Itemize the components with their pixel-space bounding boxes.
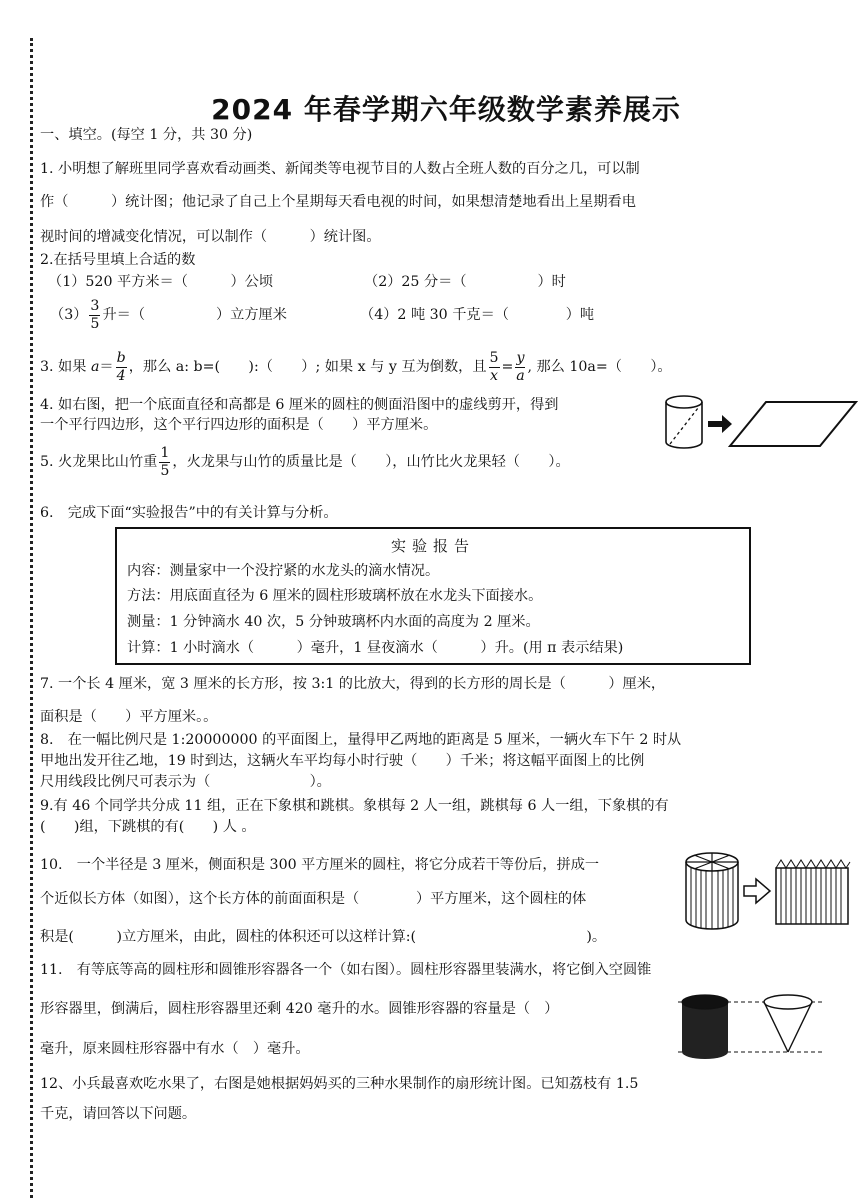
q2-item-3-text: 升＝（ ）立方厘米 bbox=[102, 307, 287, 323]
q4-line-1: 4. 如右图，把一个底面直径和高都是 6 厘米的圆柱的侧面沿图中的虚线剪开，得到 bbox=[40, 397, 559, 413]
q4-line-2: 一个平行四边形，这个平行四边形的面积是（ ）平方厘米。 bbox=[40, 417, 438, 433]
q9-line-2: ( )组，下跳棋的有( ) 人 。 bbox=[40, 819, 256, 835]
q8-line-1: 8. 在一幅比例尺是 1:20000000 的平面图上，量得甲乙两地的距离是 5 厘米，一辆火车下午 2 时从 bbox=[40, 732, 682, 748]
report-line-content: 内容：测量家中一个没拧紧的水龙头的滴水情况。 bbox=[127, 563, 440, 579]
q7-line-2: 面积是（ ）平方厘米。。 bbox=[40, 709, 218, 725]
fraction bbox=[515, 351, 525, 382]
q12-line-1: 12、小兵最喜欢吃水果了，右图是她根据妈妈买的三种水果制作的扇形统计图。已知荔枝有 1.5 bbox=[40, 1076, 639, 1092]
q1-line-3: 视时间的增减变化情况，可以制作（ ）统计图。 bbox=[40, 229, 381, 245]
cylinder-to-cuboid-figure bbox=[684, 850, 854, 932]
q6-line: 6. 完成下面“实验报告”中的有关计算与分析。 bbox=[40, 505, 338, 521]
q12-line-2: 千克，请回答以下问题。 bbox=[40, 1106, 197, 1122]
fraction-denominator: 5 bbox=[160, 462, 170, 479]
q10-line-2: 个近似长方体（如图），这个长方体的前面面积是（ ）平方厘米，这个圆柱的体 bbox=[40, 891, 587, 907]
report-line-calc: 计算：1 小时滴水（ ）毫升，1 昼夜滴水（ ）升。(用 π 表示结果) bbox=[127, 640, 624, 656]
fraction-numerator: 1 bbox=[160, 445, 170, 462]
page-title: 2024 年春学期六年级数学素养展示 bbox=[211, 93, 681, 126]
fraction-denominator: a bbox=[516, 367, 525, 384]
fraction-numerator: 3 bbox=[90, 298, 100, 315]
q1-line-1: 1. 小明想了解班里同学喜欢看动画类、新闻类等电视节目的人数占全班人数的百分之几，可以制 bbox=[40, 161, 640, 177]
q5-text-2: ，火龙果与山竹的质量比是（ ），山竹比火龙果轻（ ）。 bbox=[172, 454, 570, 470]
fraction bbox=[159, 446, 170, 477]
fraction-numerator: y bbox=[516, 350, 525, 367]
q2-item-4: （4）2 吨 30 千克＝（ ）吨 bbox=[360, 307, 595, 323]
cylinder-cone-figure bbox=[678, 990, 822, 1062]
q3-line bbox=[40, 347, 672, 387]
report-line-measure: 测量：1 分钟滴水 40 次，5 分钟玻璃杯内水面的高度为 2 厘米。 bbox=[127, 614, 540, 630]
q10-line-1: 10. 一个半径是 3 厘米，侧面积是 300 平方厘米的圆柱，将它分成若干等份后，拼成一 bbox=[40, 857, 600, 873]
q2-item-3 bbox=[50, 296, 287, 334]
fraction-denominator: 4 bbox=[116, 367, 126, 384]
fraction bbox=[116, 351, 127, 382]
report-line-method: 方法：用底面直径为 6 厘米的圆柱形玻璃杯放在水龙头下面接水。 bbox=[127, 588, 543, 604]
q1-line-2: 作（ ）统计图；他记录了自己上个星期每天看电视的时间，如果想清楚地看出上星期看电 bbox=[40, 194, 636, 210]
q8-line-2: 甲地出发开往乙地，19 时到达，这辆火车平均每小时行驶（ ）千米；将这幅平面图上的比例 bbox=[40, 753, 645, 769]
experiment-report-box bbox=[115, 527, 751, 665]
q9-line-1: 9.有 46 个同学共分成 11 组，正在下象棋和跳棋。象棋每 2 人一组，跳棋每 6 人一组，下象棋的有 bbox=[40, 798, 669, 814]
cylinder-unroll-figure bbox=[662, 394, 858, 454]
fraction bbox=[89, 299, 100, 330]
q7-line-1: 7. 一个长 4 厘米，宽 3 厘米的长方形，按 3:1 的比放大，得到的长方形的周长是（ ）厘米， bbox=[40, 676, 666, 692]
q11-line-1: 11. 有等底等高的圆柱形和圆锥形容器各一个（如右图）。圆柱形容器里装满水，将它倒入空圆锥 bbox=[40, 962, 652, 978]
binding-dotted-line bbox=[30, 38, 33, 1198]
q2-heading: 2.在括号里填上合适的数 bbox=[40, 252, 196, 268]
section-heading: 一、填空。(每空 1 分，共 30 分) bbox=[40, 127, 253, 143]
q3-text-3: , 那么 10a=（ ）。 bbox=[527, 359, 672, 375]
q2-item-3-number: （3） bbox=[50, 307, 88, 323]
q10-line-3: 积是( )立方厘米，由此，圆柱的体积还可以这样计算:( )。 bbox=[40, 929, 607, 945]
fraction-denominator: x bbox=[490, 367, 499, 384]
fraction bbox=[489, 351, 500, 382]
fraction-denominator: 5 bbox=[90, 315, 100, 332]
q3-text-1: 3. 如果 bbox=[40, 359, 91, 375]
q3-var-a: a bbox=[90, 359, 100, 375]
fraction-numerator: b bbox=[116, 350, 126, 367]
exam-page bbox=[40, 0, 852, 1203]
q3-equals-2: = bbox=[501, 359, 514, 375]
fraction-numerator: 5 bbox=[489, 350, 499, 367]
q3-equals: ＝ bbox=[99, 359, 114, 375]
q5-text-1: 5. 火龙果比山竹重 bbox=[40, 454, 158, 470]
q11-line-2: 形容器里，倒满后，圆柱形容器里还剩 420 毫升的水。圆锥形容器的容量是（ ） bbox=[40, 1001, 559, 1017]
q2-item-1: （1）520 平方米＝（ ）公顷 bbox=[48, 274, 274, 290]
q8-line-3: 尺用线段比例尺可表示为（ ）。 bbox=[40, 774, 331, 790]
q2-item-2: （2）25 分＝（ ）时 bbox=[364, 274, 566, 290]
q5-line bbox=[40, 442, 570, 482]
q11-line-3: 毫升，原来圆柱形容器中有水（ ）毫升。 bbox=[40, 1041, 310, 1057]
report-title: 实验报告 bbox=[390, 537, 475, 555]
q3-text-2: ，那么 a: b=( ):（ ）; 如果 x 与 y 互为倒数，且 bbox=[128, 359, 487, 375]
